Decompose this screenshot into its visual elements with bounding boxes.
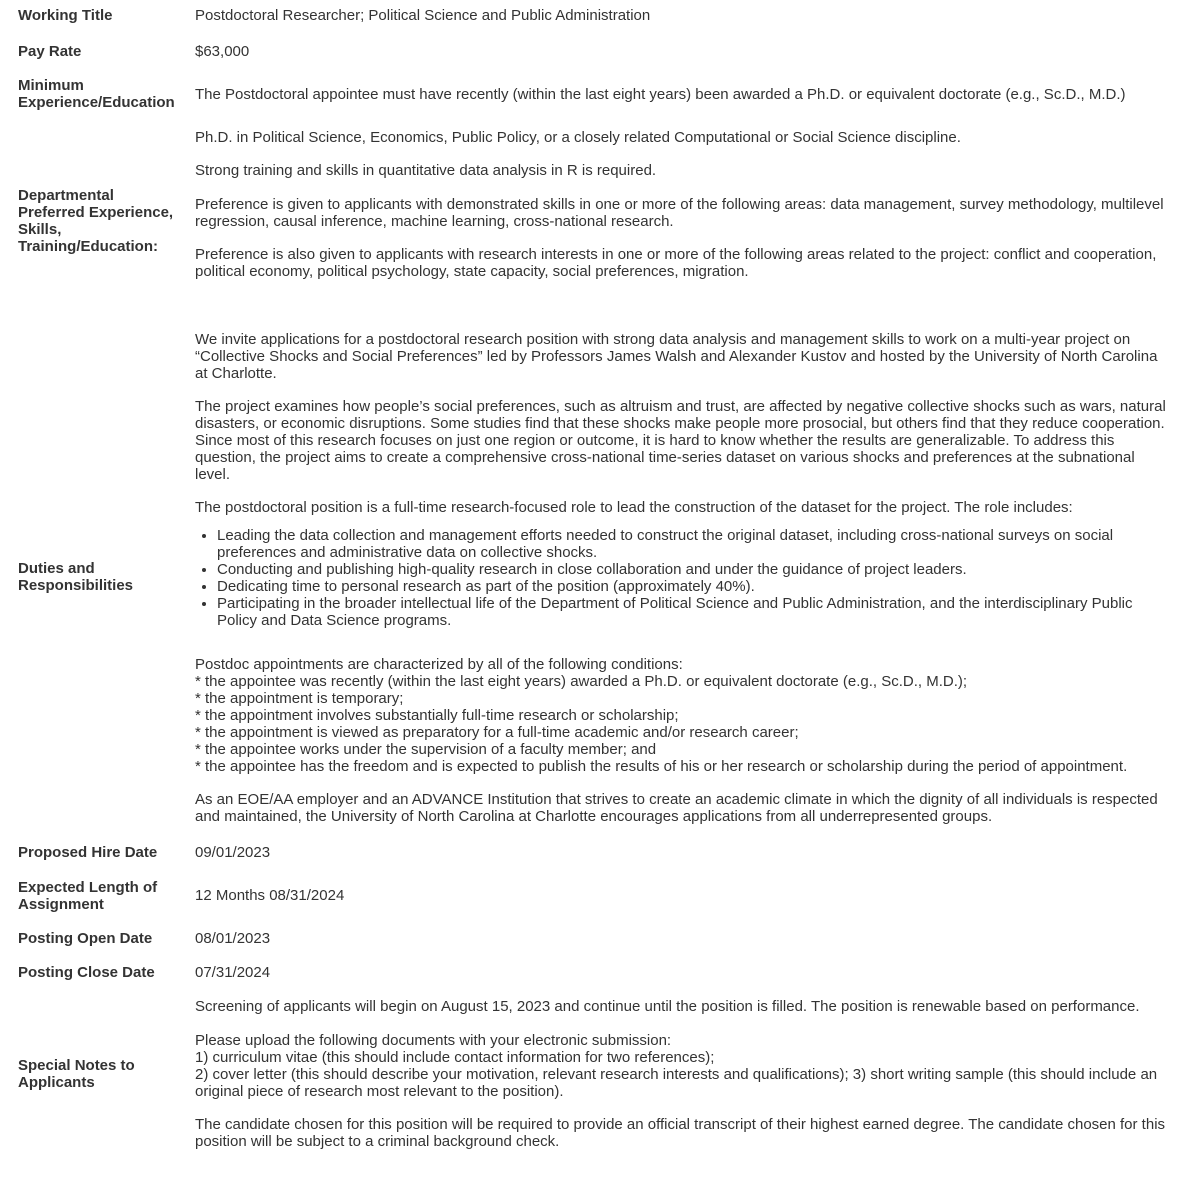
documents-item: 2) cover letter (this should describe your motivation, relevant research interests and qualifications); 3) short writing sample (this should include an original piece of research most relevant to the position). bbox=[195, 1066, 1158, 1100]
working-title-value: Postdoctoral Researcher; Political Science and Public Administration bbox=[195, 7, 651, 24]
documents-item: 1) curriculum vitae (this should include contact information for two references); bbox=[195, 1049, 715, 1066]
duties-eoe-statement: As an EOE/AA employer and an ADVANCE Institution that strives to create an academic climate in which the dignity of all individuals is respected and maintained, the University of North Carolina at Charlotte encourages applications from all underrepresented groups. bbox=[195, 791, 1158, 825]
special-screening: Screening of applicants will begin on August 15, 2023 and continue until the position is filled. The position is renewable based on performance. bbox=[195, 998, 1140, 1015]
minimum-experience-value: The Postdoctoral appointee must have recently (within the last eight years) been awarded a Ph.D. or equivalent doctorate (e.g., Sc.D., M.D.) bbox=[195, 86, 1126, 103]
preferred-paragraph-4: Preference is also given to applicants with research interests in one or more of the following areas related to the project: conflict and cooperation, political economy, political psychology, state capacity, social preferences, migration. bbox=[195, 246, 1157, 280]
duties-bullet: • Dedicating time to personal research as part of the position (approximately 40%). bbox=[217, 578, 1170, 595]
condition-item: * the appointment is temporary; bbox=[195, 690, 404, 707]
documents-intro: Please upload the following documents with your electronic submission: bbox=[195, 1032, 672, 1049]
special-transcript: The candidate chosen for this position will be required to provide an official transcript of their highest earned degree. The candidate chosen for this position will be subject to a criminal background check. bbox=[195, 1116, 1166, 1150]
hire-date-label: Proposed Hire Date bbox=[18, 844, 158, 861]
hire-date-value: 09/01/2023 bbox=[195, 844, 271, 861]
duties-project: The project examines how people’s social preferences, such as altruism and trust, are affected by negative collective shocks such as wars, natural disasters, or economic disruptions. Some studies find that these shocks make people more prosocial, but others find that they reduce cooperation. Since most of this research focuses on just one region or outcome, it is hard to know whether the results are generalizable. To address this question, the project aims to create a comprehensive cross-national time-series dataset on various shocks and preferences at the subnational level. bbox=[195, 398, 1166, 483]
duties-bullet: • Participating in the broader intellectual life of the Department of Political Science and Public Administration, and the interdisciplinary Public Policy and Data Science programs. bbox=[217, 595, 1170, 629]
preferred-experience-label: Departmental Preferred Experience, Skills, Training/Education: bbox=[18, 187, 174, 255]
special-notes-label: Special Notes to Applicants bbox=[18, 1057, 135, 1091]
duties-label: Duties and Responsibilities bbox=[18, 560, 134, 594]
close-date-label: Posting Close Date bbox=[18, 964, 155, 981]
length-label: Expected Length of Assignment bbox=[18, 879, 158, 913]
minimum-experience-label: Minimum Experience/Education bbox=[18, 77, 175, 111]
duties-bullet: • Conducting and publishing high-quality research in close collaboration and under the guidance of project leaders. bbox=[217, 561, 1170, 578]
preferred-paragraph-3: Preference is given to applicants with demonstrated skills in one or more of the following areas: data management, survey methodology, multilevel regression, causal inference, machine learning, cross-national research. bbox=[195, 196, 1164, 230]
condition-item: * the appointee was recently (within the last eight years) awarded a Ph.D. or equivalent doctorate (e.g., Sc.D., M.D.); bbox=[195, 673, 968, 690]
duties-intro: We invite applications for a postdoctoral research position with strong data analysis and management skills to work on a multi-year project on “Collective Shocks and Social Preferences” led by Professors James Walsh and Alexander Kustov and hosted by the University of North Carolina at Charlotte. bbox=[195, 331, 1158, 382]
working-title-label: Working Title bbox=[18, 7, 113, 24]
condition-item: * the appointment involves substantially full-time research or scholarship; bbox=[195, 707, 679, 724]
length-value: 12 Months 08/31/2024 bbox=[195, 887, 345, 904]
open-date-label: Posting Open Date bbox=[18, 930, 153, 947]
conditions-intro: Postdoc appointments are characterized by all of the following conditions: bbox=[195, 656, 683, 673]
duties-conditions bbox=[195, 656, 1170, 775]
condition-item: * the appointee has the freedom and is expected to publish the results of his or her research or scholarship during the period of appointment. bbox=[195, 758, 1128, 775]
duties-role-intro: The postdoctoral position is a full-time research-focused role to lead the construction of the dataset for the project. The role includes: bbox=[195, 499, 1073, 516]
open-date-value: 08/01/2023 bbox=[195, 930, 271, 947]
close-date-value: 07/31/2024 bbox=[195, 964, 271, 981]
duties-bullet-list bbox=[195, 527, 1170, 629]
pay-rate-value: $63,000 bbox=[195, 43, 250, 60]
pay-rate-label: Pay Rate bbox=[18, 43, 82, 60]
condition-item: * the appointment is viewed as preparatory for a full-time academic and/or research career; bbox=[195, 724, 799, 741]
special-documents bbox=[195, 1032, 1170, 1100]
duties-bullet: • Leading the data collection and management efforts needed to construct the original dataset, including cross-national surveys on social preferences and administrative data on collective shocks. bbox=[217, 527, 1170, 561]
preferred-paragraph-2: Strong training and skills in quantitative data analysis in R is required. bbox=[195, 162, 657, 179]
preferred-paragraph-1: Ph.D. in Political Science, Economics, Public Policy, or a closely related Computational or Social Science discipline. bbox=[195, 129, 961, 146]
condition-item: * the appointee works under the supervision of a faculty member; and bbox=[195, 741, 657, 758]
